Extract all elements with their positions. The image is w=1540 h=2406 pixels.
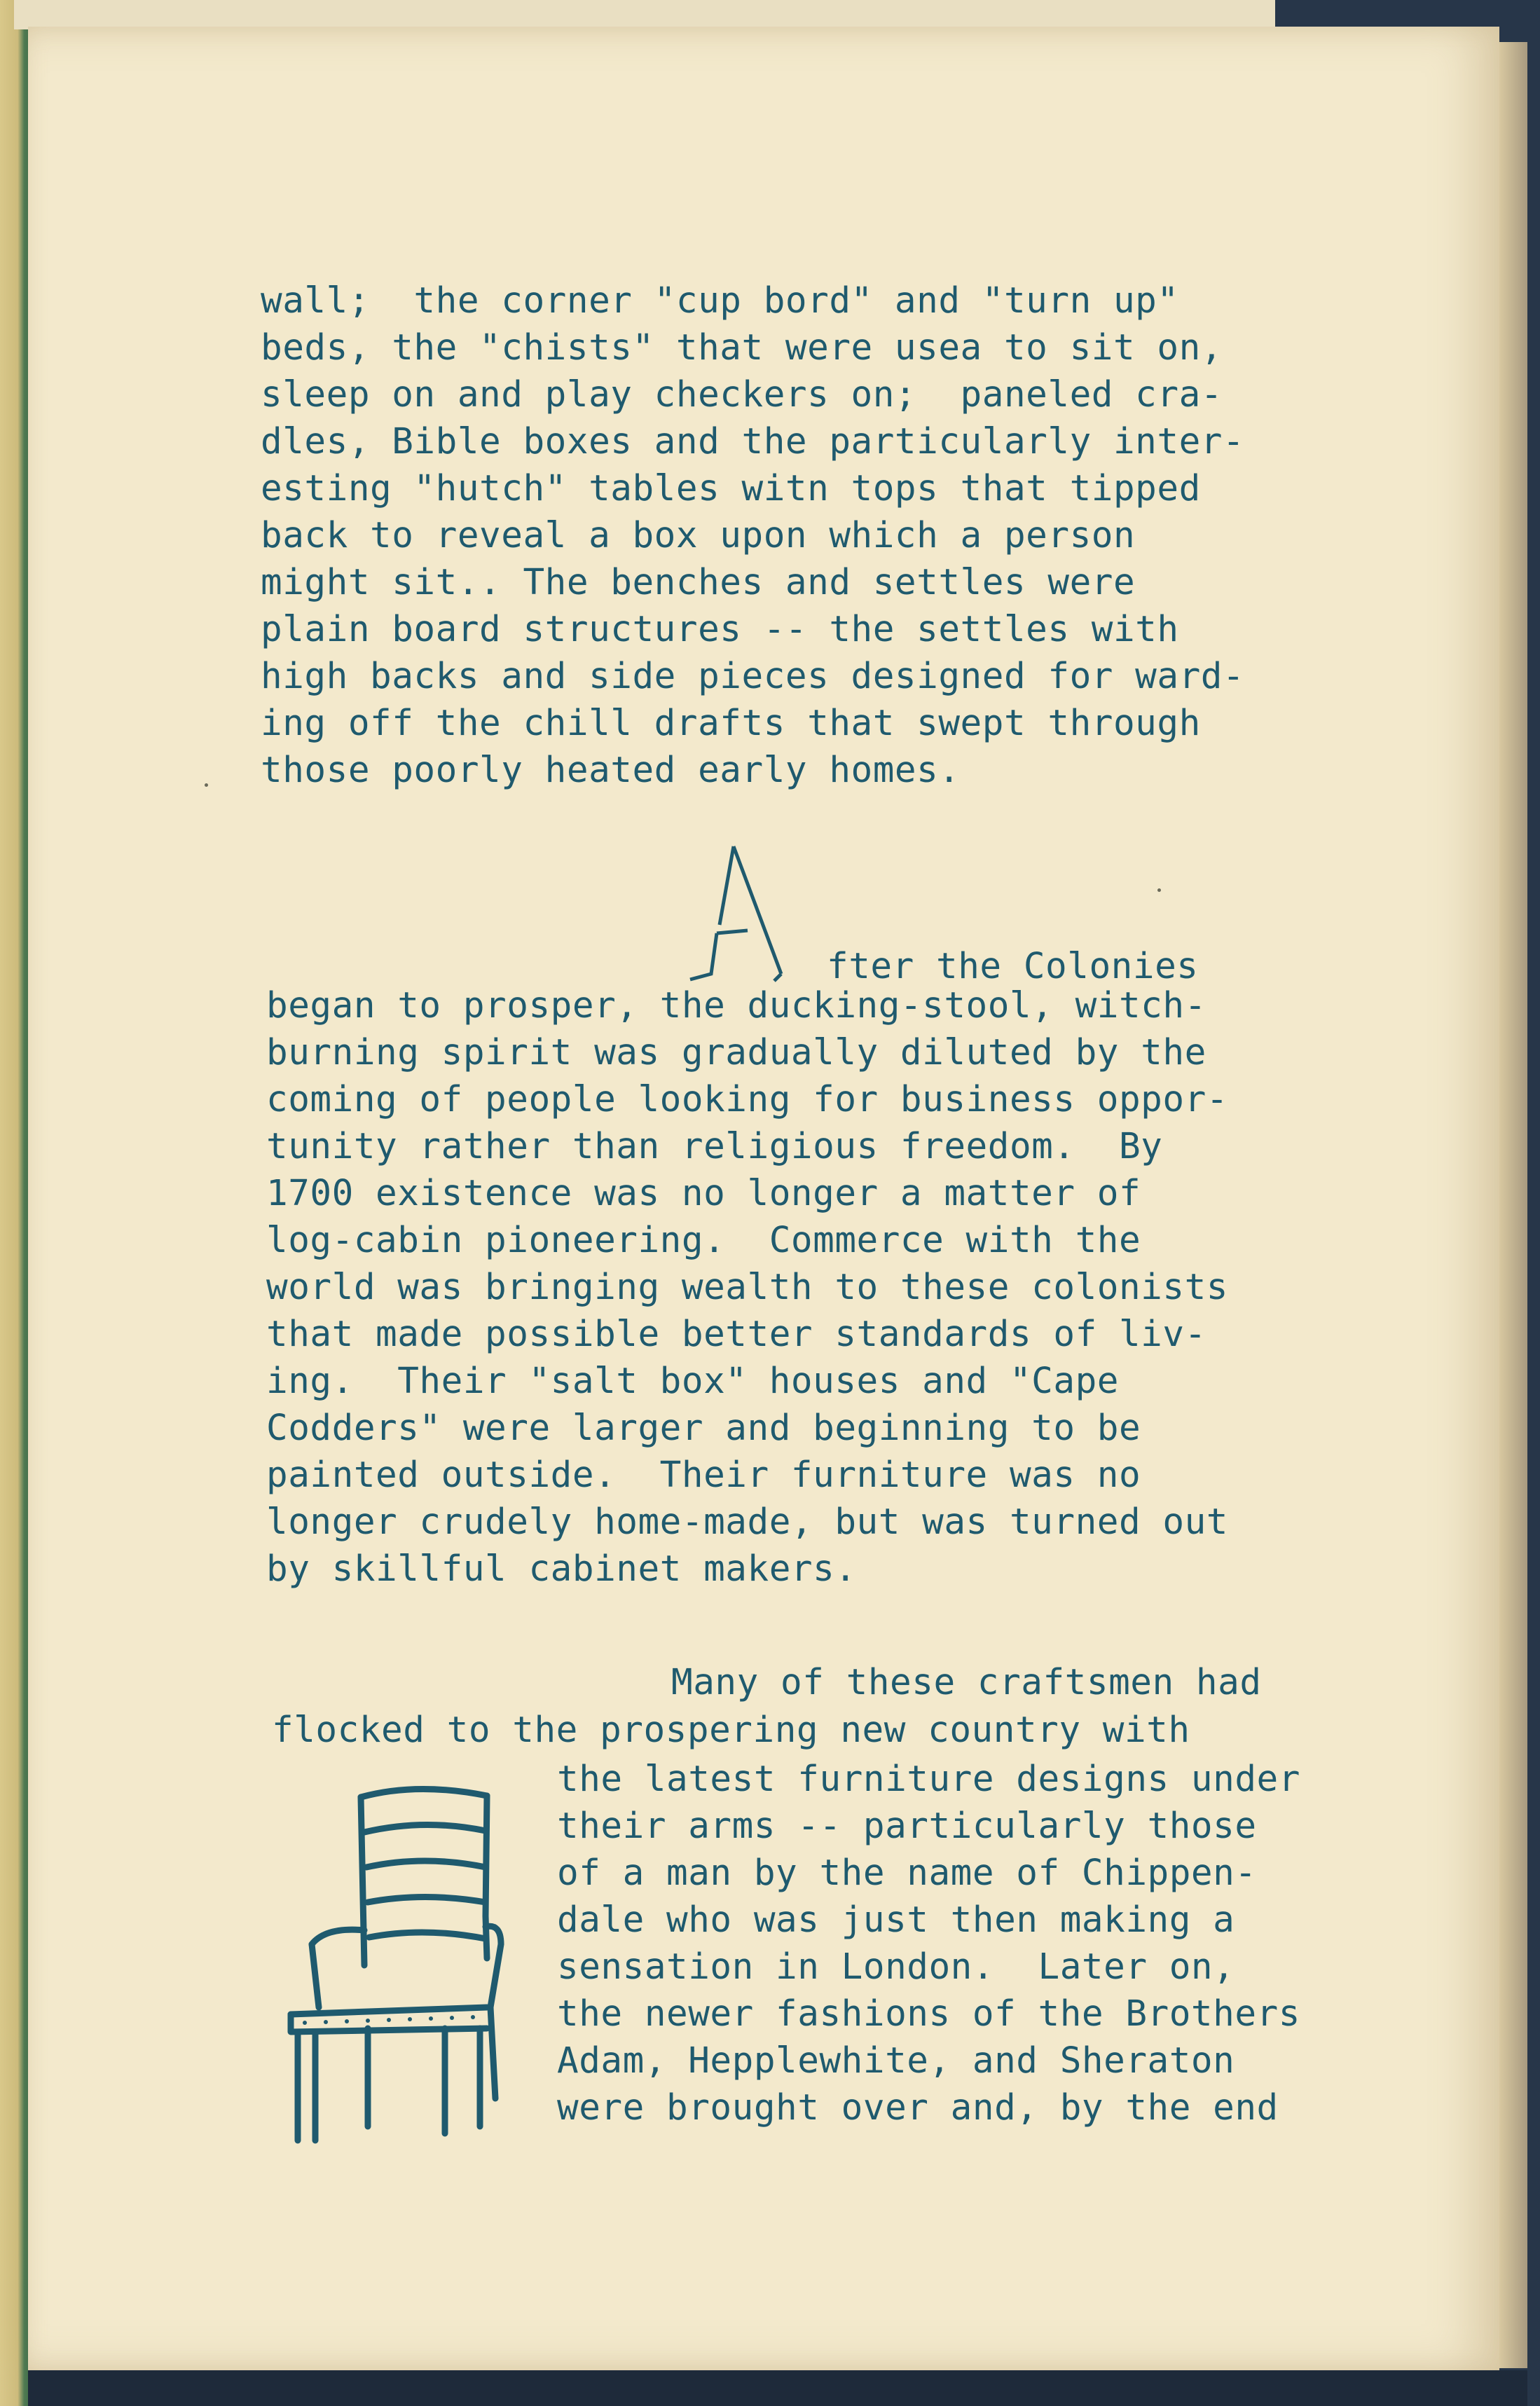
text-line: coming of people looking for business oppor- bbox=[266, 1079, 1229, 1120]
text-line: ing off the chill drafts that swept through bbox=[261, 703, 1201, 744]
text-line: painted outside. Their furniture was no bbox=[266, 1455, 1141, 1496]
paper-speck bbox=[1157, 888, 1161, 892]
text-line: longer crudely home-made, but was turned out bbox=[266, 1501, 1229, 1543]
page-right-edge bbox=[1499, 42, 1527, 2368]
text-line: dles, Bible boxes and the particularly inter- bbox=[261, 421, 1245, 462]
text-line: esting "hutch" tables witn tops that tipped bbox=[261, 468, 1201, 509]
text-line: world was bringing wealth to these colonists bbox=[266, 1267, 1229, 1308]
text-line: plain board structures -- the settles with bbox=[261, 609, 1179, 650]
text-line: dale who was just then making a bbox=[557, 1899, 1235, 1941]
text-line: Codders" were larger and beginning to be bbox=[266, 1408, 1141, 1449]
paragraph-3-second-line: flocked to the prospering new country with bbox=[272, 1710, 1190, 1751]
text-line: tunity rather than religious freedom. By bbox=[266, 1126, 1163, 1167]
text-line: those poorly heated early homes. bbox=[261, 750, 961, 791]
text-line: Adam, Hepplewhite, and Sheraton bbox=[557, 2040, 1235, 2082]
text-line: 1700 existence was no longer a matter of bbox=[266, 1173, 1141, 1214]
text-line: log-cabin pioneering. Commerce with the bbox=[266, 1220, 1141, 1261]
paragraph-3-wrapped-text bbox=[557, 1756, 1300, 2131]
paper-speck bbox=[205, 783, 208, 787]
text-line: burning spirit was gradually diluted by the bbox=[266, 1032, 1206, 1073]
paragraph-1 bbox=[261, 277, 1244, 794]
paragraph-2-first-line: fter the Colonies bbox=[827, 946, 1199, 987]
text-line: began to prosper, the ducking-stool, witch- bbox=[266, 985, 1206, 1026]
text-line: high backs and side pieces designed for ward- bbox=[261, 656, 1245, 697]
text-line: their arms -- particularly those bbox=[557, 1806, 1257, 1847]
cover-bottom-edge bbox=[28, 2370, 1527, 2406]
text-line: sensation in London. Later on, bbox=[557, 1946, 1235, 1988]
paragraph-3-first-line: Many of these craftsmen had bbox=[671, 1662, 1262, 1703]
text-line: back to reveal a box upon which a person bbox=[261, 515, 1136, 556]
text-line: that made possible better standards of liv- bbox=[266, 1314, 1206, 1355]
text-line: might sit.. The benches and settles were bbox=[261, 562, 1136, 603]
text-line: of a man by the name of Chippen- bbox=[557, 1852, 1257, 1894]
chippendale-chair-icon bbox=[277, 1776, 515, 2147]
text-line: wall; the corner "cup bord" and "turn up" bbox=[261, 280, 1179, 322]
text-line: were brought over and, by the end bbox=[557, 2087, 1279, 2129]
page-top-edge bbox=[14, 0, 1275, 29]
text-line: beds, the "chists" that were usea to sit on, bbox=[261, 327, 1223, 369]
paragraph-2 bbox=[266, 982, 1228, 1593]
text-line: by skillful cabinet makers. bbox=[266, 1548, 857, 1590]
text-line: the newer fashions of the Brothers bbox=[557, 1993, 1300, 2035]
drop-cap-a-icon bbox=[669, 841, 795, 988]
text-line: the latest furniture designs under bbox=[557, 1759, 1300, 1800]
text-line: sleep on and play checkers on; paneled cra- bbox=[261, 374, 1223, 415]
text-line: ing. Their "salt box" houses and "Cape bbox=[266, 1361, 1119, 1402]
